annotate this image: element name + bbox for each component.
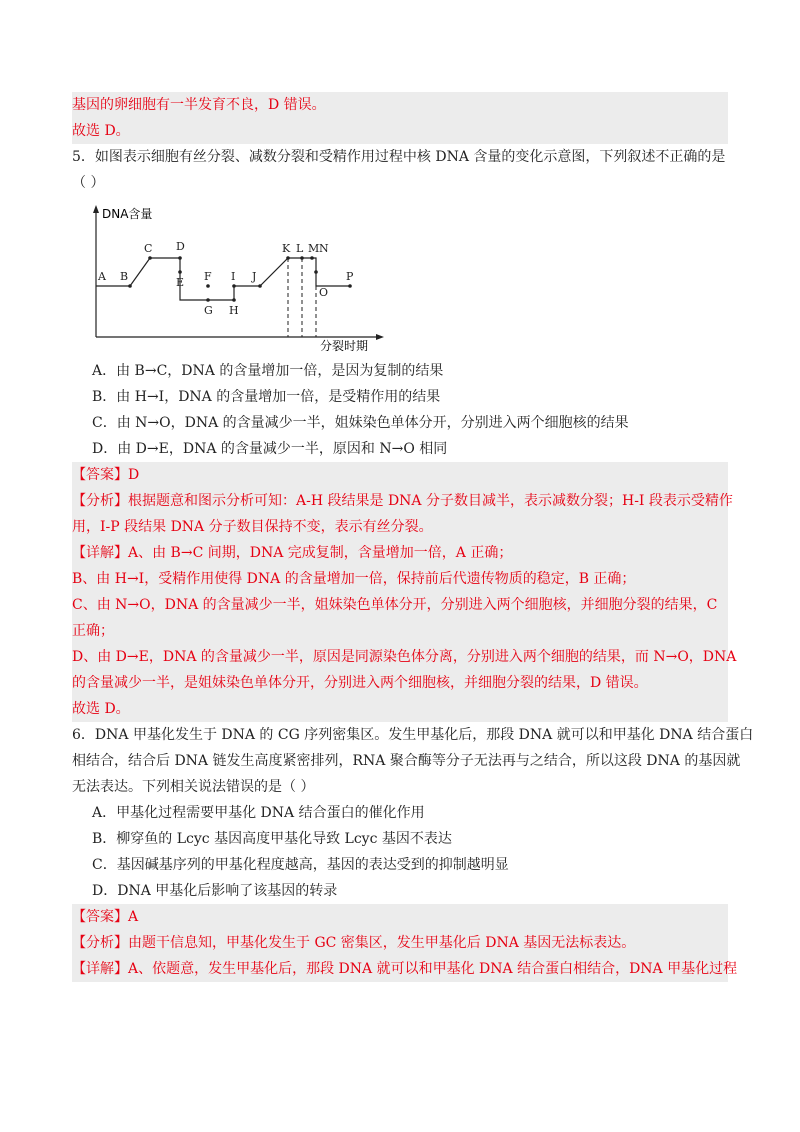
y-axis-arrow [93, 205, 99, 213]
document-page [72, 92, 754, 982]
label-c: C [144, 242, 153, 255]
q6-detail-line1: 【详解】A、依题意，发生甲基化后，那段 DNA 就可以和甲基化 DNA 结合蛋白相结合，DNA 甲基化过程 [72, 961, 738, 977]
label-b: B [120, 270, 129, 283]
q6-answer: 【答案】A [72, 909, 139, 925]
point-d [178, 256, 182, 260]
dna-curve [96, 258, 350, 300]
label-d: D [176, 240, 185, 253]
q5-detail-line1: 【详解】A、由 B→C 间期，DNA 完成复制，含量增加一倍，A 正确； [72, 545, 513, 561]
q6-option-b: B．柳穿鱼的 Lcyc 基因高度甲基化导致 Lcyc 基因不表达 [92, 831, 452, 847]
point-b [128, 284, 132, 288]
y-axis-label: DNA含量 [102, 207, 153, 221]
point-g [206, 298, 210, 302]
q5-detail-line2: B、由 H→I，受精作用使得 DNA 的含量增加一倍，保持前后代遗传物质的稳定，B 正确； [72, 571, 636, 587]
q5-option-d: D．由 D→E，DNA 的含量减少一半，原因和 N→O 相同 [92, 441, 448, 457]
x-axis-arrow [376, 334, 384, 340]
label-i: I [231, 270, 236, 283]
q6-stem-line3: 无法表达。下列相关说法错误的是（ ） [72, 779, 315, 795]
q5-answer: 【答案】D [72, 467, 140, 483]
q6-analysis: 【分析】由题干信息知，甲基化发生于 GC 密集区，发生甲基化后 DNA 基因无法标表达。 [72, 935, 636, 951]
label-p: P [346, 270, 354, 283]
label-e: E [176, 276, 185, 289]
q5-detail-line6: 的含量减少一半，是姐妹染色单体分开，分别进入两个细胞核，并细胞分裂的结果，D 错误。 [72, 675, 648, 691]
q5-detail-line5: D、由 D→E，DNA 的含量减少一半，原因是同源染色体分离，分别进入两个细胞的结果，而 N→O，DNA [72, 649, 737, 665]
point-j [258, 284, 262, 288]
label-h: H [229, 304, 239, 317]
q6-stem-line2: 相结合，结合后 DNA 链发生高度紧密排列，RNA 聚合酶等分子无法再与之结合，所以这段 DNA 的基因就 [72, 753, 741, 769]
q5-option-c: C．由 N→O，DNA 的含量减少一半，姐妹染色单体分开，分别进入两个细胞核的结果 [92, 415, 629, 431]
dna-content-figure [88, 202, 388, 352]
prev-detail-line: 基因的卵细胞有一半发育不良，D 错误。 [72, 97, 326, 113]
q6-answer-block [72, 904, 738, 982]
point-f [206, 284, 210, 288]
label-a: A [98, 270, 106, 283]
q5-detail-line3: C、由 N→O，DNA 的含量减少一半，姐妹染色单体分开，分别进入两个细胞核，并细胞分裂的结果，C [72, 597, 718, 613]
prev-answer-block [72, 92, 728, 144]
label-j: J [252, 270, 257, 283]
q6-option-a: A．甲基化过程需要甲基化 DNA 结合蛋白的催化作用 [92, 805, 425, 821]
point-o [314, 270, 318, 274]
q6-option-c: C．基因碱基序列的甲基化程度越高，基因的表达受到的抑制越明显 [92, 857, 509, 873]
point-k [286, 256, 290, 260]
q5-analysis-line2: 用，I-P 段结果 DNA 分子数目保持不变，表示有丝分裂。 [72, 519, 433, 535]
q5-analysis-line1: 【分析】根据题意和图示分析可知：A-H 段结果是 DNA 分子数目减半，表示减数分裂；H-I 段表示受精作 [72, 493, 733, 509]
point-p [348, 284, 352, 288]
label-m: M [308, 242, 320, 255]
q5-answer-block [72, 462, 737, 722]
q6-stem-line1: 6．DNA 甲基化发生于 DNA 的 CG 序列密集区。发生甲基化后，那段 DNA 就可以和甲基化 DNA 结合蛋白 [72, 727, 754, 743]
point-c [148, 256, 152, 260]
q5-stem-line1: 5．如图表示细胞有丝分裂、减数分裂和受精作用过程中核 DNA 含量的变化示意图，下列叙述不正确的是 [72, 149, 726, 165]
label-k: K [282, 242, 291, 255]
q5-detail-line4: 正确； [72, 623, 114, 639]
label-o: O [319, 286, 329, 299]
point-e [178, 270, 182, 274]
point-m [310, 256, 314, 260]
point-i [232, 284, 236, 288]
point-h [232, 298, 236, 302]
label-g: G [204, 304, 213, 317]
label-f: F [204, 270, 212, 283]
q6-option-d: D．DNA 甲基化后影响了该基因的转录 [92, 883, 338, 899]
q5-option-a: A．由 B→C，DNA 的含量增加一倍，是因为复制的结果 [92, 363, 444, 379]
x-axis-label: 分裂时期 [320, 339, 369, 352]
point-l [300, 256, 304, 260]
label-l: L [296, 242, 304, 255]
dna-content-graph [88, 202, 388, 352]
prev-conclusion: 故选 D。 [72, 123, 130, 139]
q5-stem-line2: （ ） [72, 175, 105, 191]
q5-conclusion: 故选 D。 [72, 701, 130, 717]
q5-option-b: B．由 H→I，DNA 的含量增加一倍，是受精作用的结果 [92, 389, 441, 405]
label-n: N [319, 242, 329, 255]
